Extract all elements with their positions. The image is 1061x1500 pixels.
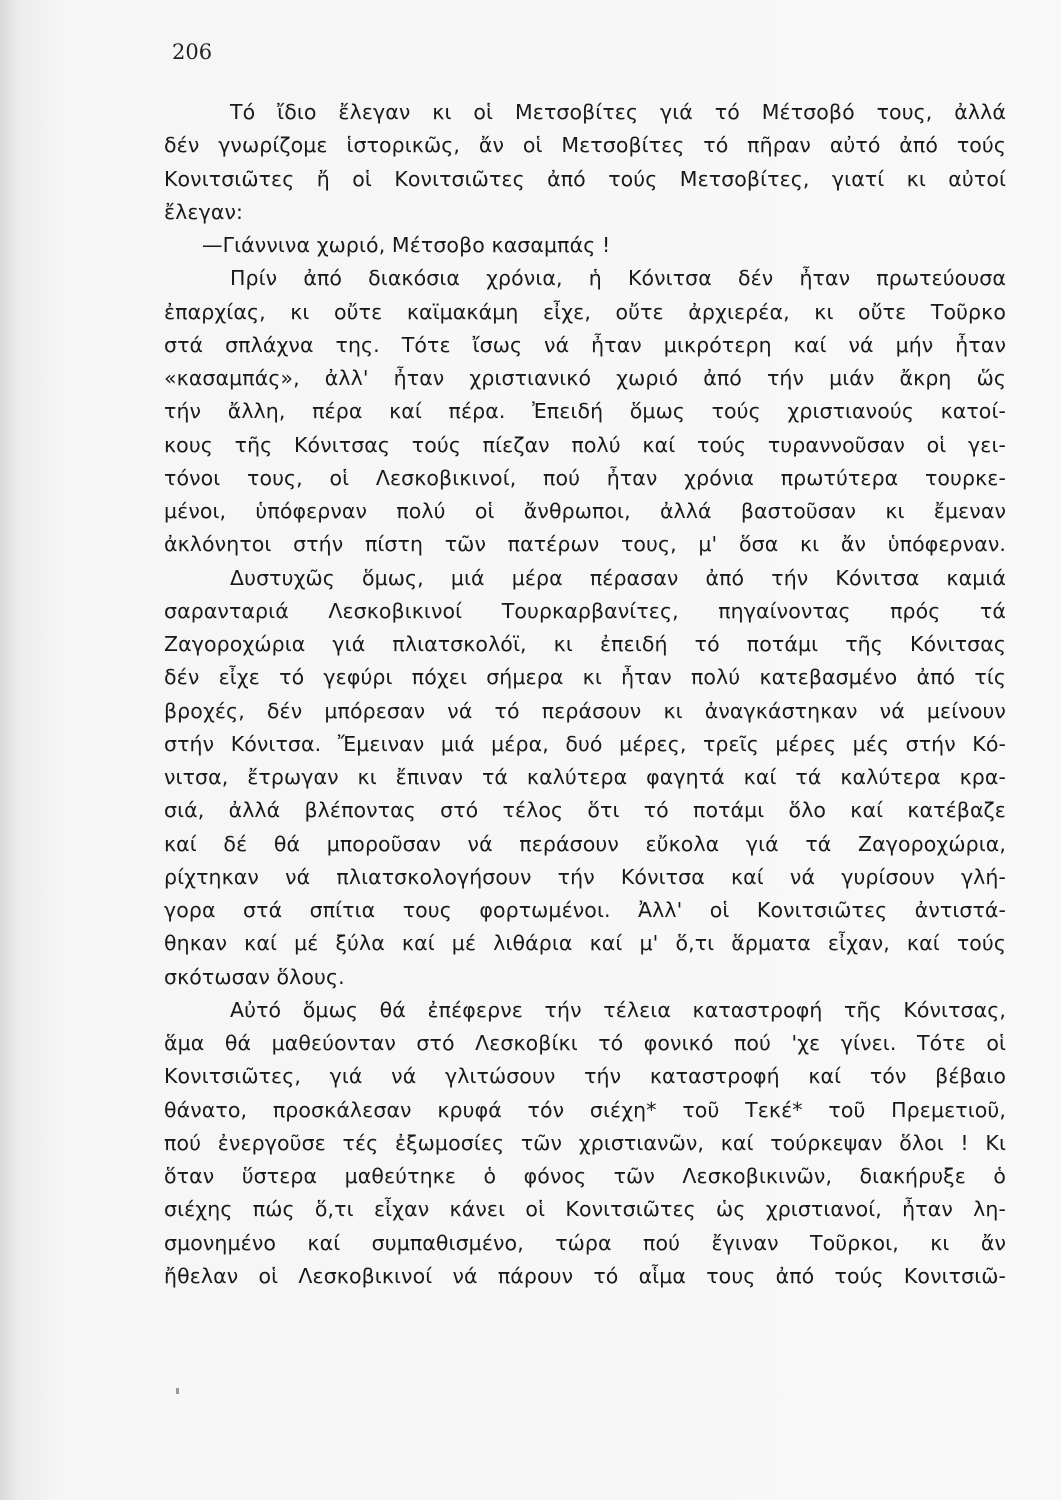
text-line: πού ἐνεργοῦσε τές ἐξωμοσίες τῶν χριστιανῶν, καί τούρκεψαν ὅλοι ! Κι bbox=[164, 1130, 1006, 1155]
text-line: δέν γνωρίζομε ἱστορικῶς, ἄν οἱ Μετσοβίτες τό πῆραν αὐτό ἀπό τούς bbox=[164, 133, 1006, 158]
scan-speck bbox=[176, 1388, 179, 1394]
text-line: Κονιτσιῶτες ἤ οἱ Κονιτσιῶτες ἀπό τούς Μετσοβίτες, γιατί κι αὐτοί bbox=[164, 166, 1006, 191]
text-line: Τό ἴδιο ἔλεγαν κι οἱ Μετσοβίτες γιά τό Μέτσοβό τους, ἀλλά bbox=[230, 100, 1006, 124]
text-line: βροχές, δέν μπόρεσαν νά τό περάσουν κι ἀναγκάστηκαν νά μείνουν bbox=[164, 698, 1006, 723]
text-line: ἐπαρχίας, κι οὔτε καϊμακάμη εἶχε, οὔτε ἀρχιερέα, κι οὔτε Τοῦρκο bbox=[164, 299, 1006, 324]
text-line: Πρίν ἀπό διακόσια χρόνια, ἡ Κόνιτσα δέν ἦταν πρωτεύουσα bbox=[230, 266, 1006, 291]
text-line: ἀκλόνητοι στήν πίστη τῶν πατέρων τους, μ' ὅσα κι ἄν ὑπόφερναν. bbox=[164, 532, 1006, 557]
text-line: Δυστυχῶς ὅμως, μιά μέρα πέρασαν ἀπό τήν Κόνιτσα καμιά bbox=[230, 565, 1006, 590]
text-line: τήν ἄλλη, πέρα καί πέρα. Ἐπειδή ὅμως τούς χριστιανούς κατοί- bbox=[164, 399, 1006, 424]
text-line: σμονημένο καί συμπαθισμένο, τώρα πού ἔγιναν Τοῦρκοι, κι ἄν bbox=[164, 1230, 1006, 1255]
page-number: 206 bbox=[172, 40, 213, 64]
text-line: σαρανταριά Λεσκοβικινοί Τουρκαρβανίτες, πηγαίνοντας πρός τά bbox=[164, 598, 1006, 623]
text-line: δέν εἶχε τό γεφύρι πόχει σήμερα κι ἦταν πολύ κατεβασμένο ἀπό τίς bbox=[164, 665, 1006, 690]
text-line: ἅμα θά μαθεύονταν στό Λεσκοβίκι τό φονικό πού 'χε γίνει. Τότε οἱ bbox=[164, 1031, 1006, 1055]
text-line: σκότωσαν ὅλους. bbox=[164, 964, 345, 989]
text-line: Ζαγοροχώρια γιά πλιατσκολόϊ, κι ἐπειδή τό ποτάμι τῆς Κόνιτσας bbox=[164, 632, 1006, 656]
text-line: σιά, ἀλλά βλέποντας στό τέλος ὅτι τό ποτάμι ὅλο καί κατέβαζε bbox=[164, 798, 1006, 823]
text-line: τόνοι τους, οἱ Λεσκοβικινοί, πού ἦταν χρόνια πρωτύτερα τουρκε- bbox=[164, 465, 1006, 490]
text-line: γορα στά σπίτια τους φορτωμένοι. Ἀλλ' οἱ Κονιτσιῶτες ἀντιστά- bbox=[164, 898, 1006, 922]
text-line: στήν Κόνιτσα. Ἔμειναν μιά μέρα, δυό μέρες, τρεῖς μέρες μές στήν Κό- bbox=[164, 731, 1006, 756]
text-line: ἤθελαν οἱ Λεσκοβικινοί νά πάρουν τό αἷμα τους ἀπό τούς Κονιτσιῶ- bbox=[164, 1263, 1006, 1288]
text-line: ἔλεγαν: bbox=[164, 199, 243, 224]
text-line: κους τῆς Κόνιτσας τούς πίεζαν πολύ καί τούς τυραννοῦσαν οἱ γει- bbox=[164, 432, 1006, 457]
text-line: ρίχτηκαν νά πλιατσκολογήσουν τήν Κόνιτσα καί νά γυρίσουν γλή- bbox=[164, 864, 1006, 889]
text-line: ὅταν ὕστερα μαθεύτηκε ὁ φόνος τῶν Λεσκοβικινῶν, διακήρυξε ὁ bbox=[164, 1164, 1006, 1188]
text-line: σιέχης πώς ὅ,τι εἶχαν κάνει οἱ Κονιτσιῶτες ὡς χριστιανοί, ἦταν λη- bbox=[164, 1197, 1006, 1222]
text-line: θάνατο, προσκάλεσαν κρυφά τόν σιέχη* τοῦ Τεκέ* τοῦ Πρεμετιοῦ, bbox=[164, 1097, 1006, 1122]
text-line: θηκαν καί μέ ξύλα καί μέ λιθάρια καί μ' ὅ,τι ἅρματα εἶχαν, καί τούς bbox=[164, 931, 1006, 956]
text-line: «κασαμπάς», ἀλλ' ἦταν χριστιανικό χωριό ἀπό τήν μιάν ἄκρη ὥς bbox=[164, 366, 1006, 390]
body-text bbox=[164, 96, 1006, 1293]
text-line: καί δέ θά μποροῦσαν νά περάσουν εὔκολα γιά τά Ζαγοροχώρια, bbox=[164, 831, 1006, 856]
text-line: Κονιτσιῶτες, γιά νά γλιτώσουν τήν καταστροφή καί τόν βέβαιο bbox=[164, 1064, 1006, 1089]
text-line: νιτσα, ἔτρωγαν κι ἔπιναν τά καλύτερα φαγητά καί τά καλύτερα κρα- bbox=[164, 765, 1006, 789]
text-line: —Γιάννινα χωριό, Μέτσοβο κασαμπάς ! bbox=[202, 233, 611, 257]
text-line: μένοι, ὑπόφερναν πολύ οἱ ἄνθρωποι, ἀλλά βαστοῦσαν κι ἔμεναν bbox=[164, 499, 1006, 523]
text-line: στά σπλάχνα της. Τότε ἴσως νά ἦταν μικρότερη καί νά μήν ἦταν bbox=[164, 332, 1006, 357]
text-line: Αὐτό ὅμως θά ἐπέφερνε τήν τέλεια καταστροφή τῆς Κόνιτσας, bbox=[230, 997, 1006, 1022]
